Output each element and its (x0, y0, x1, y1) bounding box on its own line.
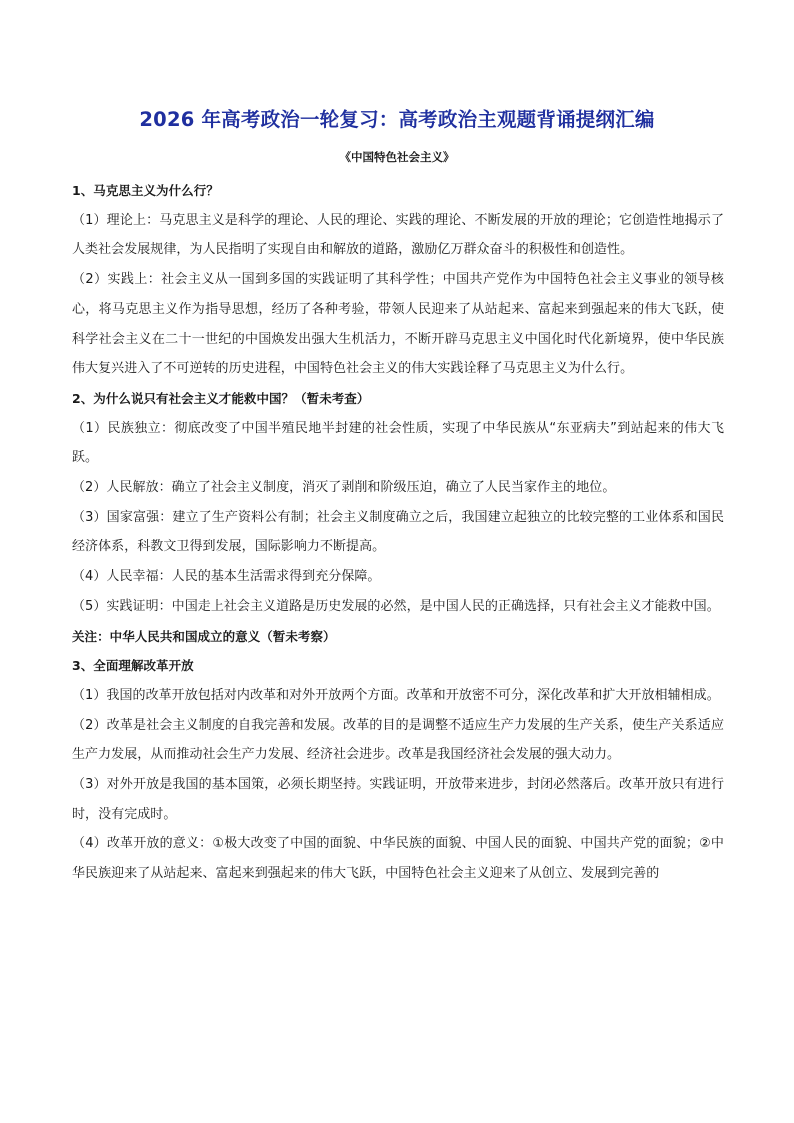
document-subtitle: 《中国特色社会主义》 (339, 150, 455, 164)
paragraph: （1）民族独立：彻底改变了中国半殖民地半封建的社会性质，实现了中华民族从“东亚病夫”到站起来的伟大飞跃。 (72, 420, 724, 466)
document-body (72, 176, 724, 889)
paragraph: （3）国家富强：建立了生产资料公有制；社会主义制度确立之后，我国建立起独立的比较完整的工业体系和国民经济体系，科教文卫得到发展，国际影响力不断提高。 (72, 509, 724, 555)
paragraph: （4）人民幸福：人民的基本生活需求得到充分保障。 (72, 569, 381, 585)
paragraph: （2）实践上：社会主义从一国到多国的实践证明了其科学性；中国共产党作为中国特色社会主义事业的领导核心，将马克思主义作为指导思想，经历了各种考验，带领人民迎来了从站起来、富起来到强起来的伟大飞跃，使科学社会主义在二十一世纪的中国焕发出强大生机活力，不断开辟马克思主义中国化时代化新境界，使中华民族伟大复兴进入了不可逆转的历史进程，中国特色社会主义的伟大实践诠释了马克思主义为什么行。 (72, 272, 724, 377)
section-heading-1: 1、马克思主义为什么行？ (72, 183, 219, 198)
paragraph: （5）实践证明：中国走上社会主义道路是历史发展的必然，是中国人民的正确选择，只有社会主义才能救中国。 (72, 598, 720, 614)
document-title: 2026 年高考政治一轮复习：高考政治主观题背诵提纲汇编 (139, 108, 655, 131)
paragraph: （2）改革是社会主义制度的自我完善和发展。改革的目的是调整不适应生产力发展的生产关系，使生产关系适应生产力发展，从而推动社会生产力发展、经济社会进步。改革是我国经济社会发展的强大动力。 (72, 717, 724, 763)
paragraph: （3）对外开放是我国的基本国策，必须长期坚持。实践证明，开放带来进步，封闭必然落后。改革开放只有进行时，没有完成时。 (72, 777, 724, 822)
note-heading: 关注：中华人民共和国成立的意义（暂未考察） (72, 628, 336, 644)
paragraph: （1）我国的改革开放包括对内改革和对外开放两个方面。改革和开放密不可分，深化改革和扩大开放相辅相成。 (72, 687, 720, 703)
paragraph: （1）理论上：马克思主义是科学的理论、人民的理论、实践的理论、不断发展的开放的理论；它创造性地揭示了人类社会发展规律，为人民指明了实现自由和解放的道路，激励亿万群众奋斗的积极性和创造性。 (72, 212, 724, 258)
section-heading-2: 2、为什么说只有社会主义才能救中国？（暂未考查） (72, 390, 370, 406)
paragraph: （2）人民解放：确立了社会主义制度，消灭了剥削和阶级压迫，确立了人民当家作主的地位。 (72, 480, 616, 496)
paragraph: （4）改革开放的意义：①极大改变了中国的面貌、中华民族的面貌、中国人民的面貌、中国共产党的面貌；②中华民族迎来了从站起来、富起来到强起来的伟大飞跃，中国特色社会主义迎来了从创立、发展到完善的 (72, 836, 724, 882)
section-heading-3: 3、全面理解改革开放 (72, 658, 194, 674)
